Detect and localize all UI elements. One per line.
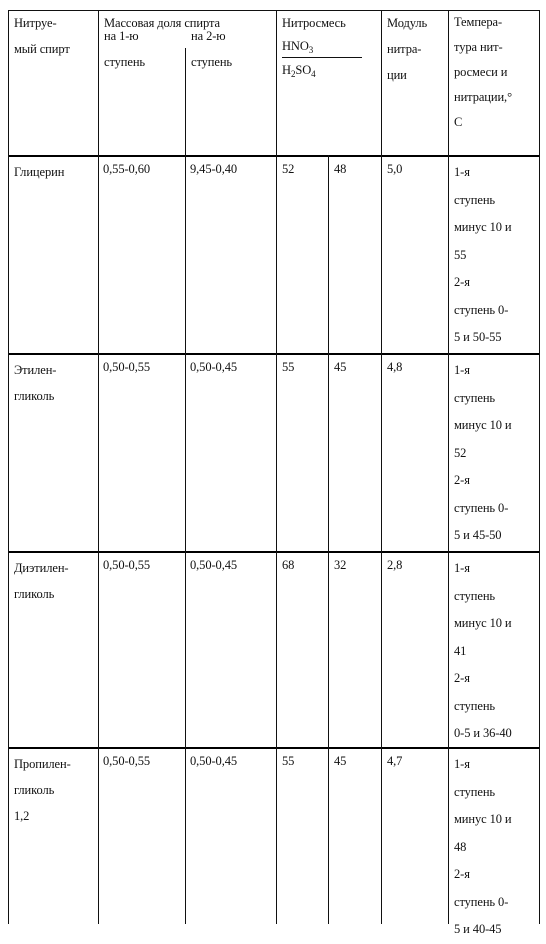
cell-h2so4: 45: [334, 360, 347, 374]
header-module-line: ции: [387, 68, 407, 82]
header-stage1-line: ступень: [104, 55, 146, 69]
h2so4-label: H: [282, 63, 291, 77]
cell-alcohol: [14, 751, 96, 829]
cell-temp-line: ступень 0-: [454, 302, 509, 317]
header-alcohol-line: Нитруе-: [14, 16, 57, 30]
cell-module: 4,7: [387, 754, 403, 768]
cell-temp-line: 1-я: [454, 561, 470, 575]
header-temp-line: нитрации,°: [454, 90, 512, 104]
col-border: [381, 10, 382, 924]
header-module-line: Модуль: [387, 16, 428, 30]
header-alcohol: [14, 10, 96, 62]
ratio-denominator: [282, 58, 380, 83]
cell-temp-line: 2-я: [454, 275, 470, 289]
cell-stage1: 0,55-0,60: [103, 162, 151, 176]
h2so4-subscript: 4: [311, 69, 316, 79]
cell-temp: [454, 555, 538, 748]
cell-module: 4,8: [387, 360, 403, 374]
header-nitromix-title: Нитросмесь: [282, 16, 346, 30]
cell-stage1: 0,50-0,55: [103, 558, 151, 572]
cell-temp-line: 1-я: [454, 165, 470, 179]
cell-hno3: 55: [282, 360, 295, 374]
header-stage2-line: ступень: [191, 55, 233, 69]
cell-stage2: 9,45-0,40: [190, 162, 238, 176]
cell-alcohol-line: Этилен-: [14, 363, 57, 377]
cell-temp-line: 48: [454, 839, 467, 854]
cell-temp-line: минус 10 и: [454, 220, 512, 234]
h2so4-subscript: 2: [290, 69, 296, 79]
col-border: [276, 10, 277, 924]
header-module: [387, 10, 447, 88]
cell-h2so4: 48: [334, 162, 347, 176]
cell-alcohol-line: Глицерин: [14, 165, 65, 179]
cell-stage1: 0,50-0,55: [103, 754, 151, 768]
header-nitromix: [282, 10, 380, 83]
cell-temp-line: 5 и 45-50: [454, 528, 502, 542]
cell-module: 5,0: [387, 162, 403, 176]
cell-alcohol-line: гликоль: [14, 783, 55, 797]
h2so4-label: SO: [295, 63, 312, 77]
header-stage2: [191, 23, 275, 75]
cell-temp: [454, 357, 538, 550]
col-border: [448, 10, 449, 924]
cell-alcohol-line: Пропилен-: [14, 757, 71, 771]
cell-module: 2,8: [387, 558, 403, 572]
cell-hno3: 68: [282, 558, 295, 572]
cell-alcohol: [14, 357, 96, 409]
cell-temp-line: минус 10 и: [454, 616, 512, 630]
cell-stage1: 0,50-0,55: [103, 360, 151, 374]
cell-temp-line: 52: [454, 445, 467, 460]
cell-stage2: 0,50-0,45: [190, 558, 238, 572]
cell-alcohol-line: 1,2: [14, 809, 30, 823]
cell-temp-line: 2-я: [454, 867, 470, 881]
cell-temp-line: 1-я: [454, 363, 470, 377]
cell-temp-line: 5 и 40-45: [454, 922, 502, 936]
cell-temp-line: минус 10 и: [454, 418, 512, 432]
header-temp-line: тура нит-: [454, 40, 503, 54]
header-stage1: [104, 23, 184, 75]
header-temp-line: С: [454, 115, 463, 129]
nitration-table: [8, 10, 540, 936]
cell-alcohol-line: гликоль: [14, 587, 55, 601]
header-temp: [454, 10, 538, 135]
col-border: [185, 48, 186, 924]
row-divider: [8, 551, 540, 553]
header-module-line: нитра-: [387, 42, 422, 56]
col-border: [8, 10, 9, 924]
cell-temp-line: ступень 0-: [454, 894, 509, 909]
cell-stage2: 0,50-0,45: [190, 754, 238, 768]
header-alcohol-line: мый спирт: [14, 42, 70, 56]
cell-hno3: 55: [282, 754, 295, 768]
cell-temp-line: ступень: [454, 784, 496, 799]
cell-temp-line: 55: [454, 247, 467, 262]
cell-hno3: 52: [282, 162, 295, 176]
cell-temp-line: 2-я: [454, 473, 470, 487]
col-border: [328, 155, 329, 924]
cell-temp-line: ступень 0-: [454, 500, 509, 515]
cell-temp-line: ступень: [454, 192, 496, 207]
header-stage2-line: на 2-ю: [191, 29, 226, 43]
cell-h2so4: 32: [334, 558, 347, 572]
ratio-numerator: [282, 36, 380, 58]
header-temp-line: росмеси и: [454, 65, 508, 79]
cell-temp-line: ступень: [454, 588, 496, 603]
cell-temp-line: минус 10 и: [454, 812, 512, 826]
cell-alcohol-line: Диэтилен-: [14, 561, 69, 575]
cell-temp: [454, 751, 538, 944]
header-temp-line: Темпера-: [454, 15, 503, 29]
cell-temp-line: ступень: [454, 698, 496, 713]
hno3-label: HNO: [282, 39, 309, 53]
cell-temp-line: 0-5 и 36-40: [454, 726, 512, 740]
col-border: [98, 10, 99, 924]
row-divider: [8, 353, 540, 355]
header-mass-share-title: Массовая доля спирта: [104, 16, 220, 30]
header-stage1-line: на 1-ю: [104, 29, 139, 43]
cell-temp: [454, 159, 538, 352]
cell-h2so4: 45: [334, 754, 347, 768]
cell-stage2: 0,50-0,45: [190, 360, 238, 374]
cell-temp-line: 41: [454, 643, 467, 658]
cell-alcohol: [14, 159, 96, 185]
hno3-subscript: 3: [308, 45, 314, 55]
cell-alcohol-line: гликоль: [14, 389, 55, 403]
cell-alcohol: [14, 555, 96, 607]
cell-temp-line: 2-я: [454, 671, 470, 685]
col-border: [539, 10, 540, 924]
cell-temp-line: ступень: [454, 390, 496, 405]
cell-temp-line: 1-я: [454, 757, 470, 771]
cell-temp-line: 5 и 50-55: [454, 330, 502, 344]
header-bottom-border: [8, 155, 540, 157]
